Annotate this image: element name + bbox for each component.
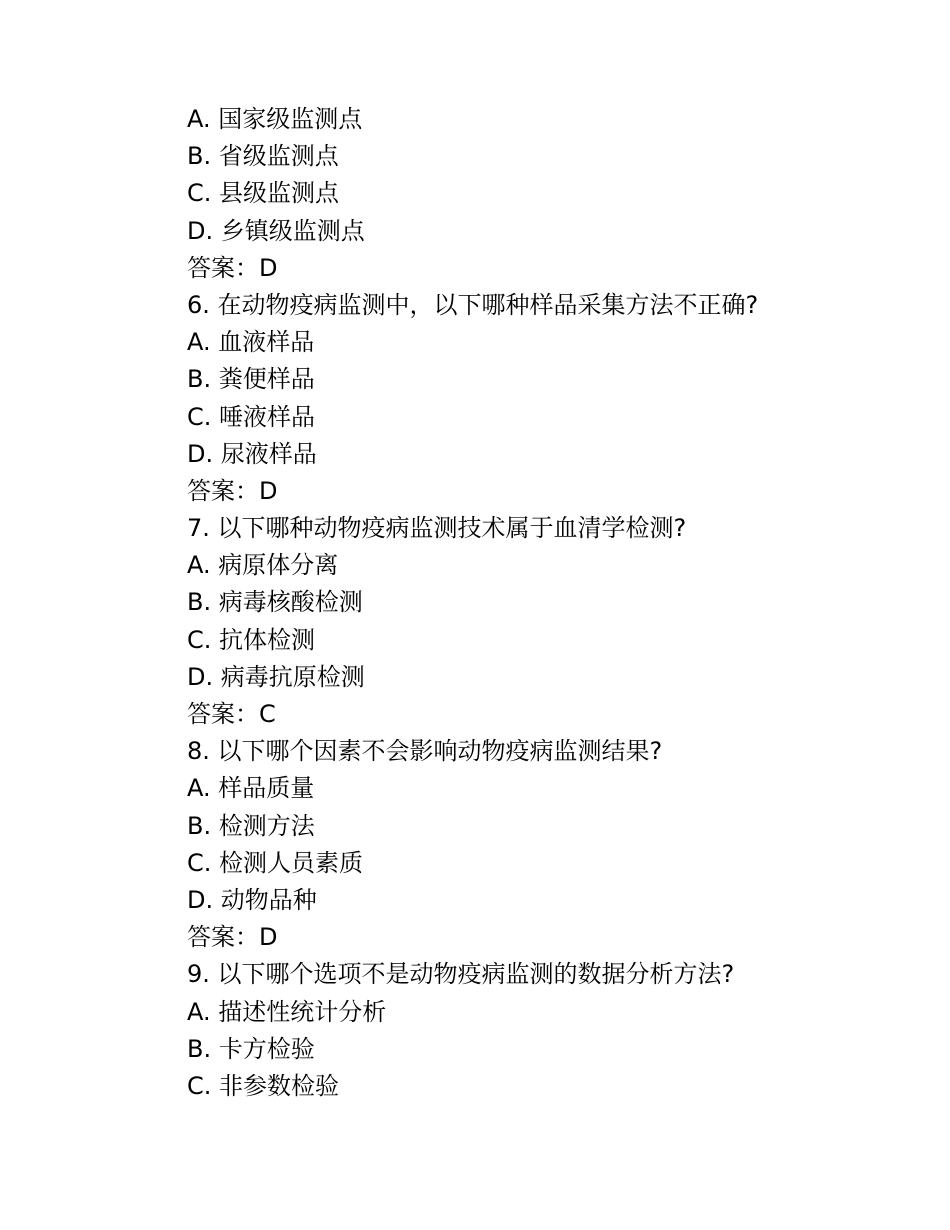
- option-c-line: C. 抗体检测: [187, 625, 316, 654]
- question-8: 8. 以下哪个因素不会影响动物疫病监测结果?: [187, 737, 663, 766]
- question-9: 9. 以下哪个选项不是动物疫病监测的数据分析方法?: [187, 960, 735, 989]
- option-a-line: A. 病原体分离: [187, 551, 339, 580]
- option-d-line: D. 乡镇级监测点: [187, 216, 365, 245]
- option-a-line: A. 描述性统计分析: [187, 997, 387, 1026]
- option-c-line: C. 检测人员素质: [187, 848, 364, 877]
- answer-line: 答案：D: [187, 253, 278, 282]
- option-d-line: D. 病毒抗原检测: [187, 662, 365, 691]
- answer-line: 答案：D: [187, 476, 278, 505]
- option-b-line: B. 省级监测点: [187, 142, 339, 171]
- question-list: [187, 101, 887, 1105]
- option-d-line: D. 动物品种: [187, 885, 317, 914]
- option-c-line: C. 非参数检验: [187, 1071, 340, 1100]
- option-b-line: B. 粪便样品: [187, 365, 315, 394]
- option-b-line: B. 病毒核酸检测: [187, 588, 363, 617]
- option-b-line: B. 检测方法: [187, 811, 315, 840]
- option-c-line: C. 县级监测点: [187, 179, 340, 208]
- option-a-line: A. 国家级监测点: [187, 105, 363, 133]
- option-a-line: A. 血液样品: [187, 328, 315, 357]
- question-7: 7. 以下哪种动物疫病监测技术属于血清学检测?: [187, 514, 687, 543]
- option-a-line: A. 样品质量: [187, 774, 315, 803]
- answer-line: 答案：C: [187, 700, 276, 728]
- question-6: 6. 在动物疫病监测中，以下哪种样品采集方法不正确?: [187, 290, 759, 319]
- option-b-line: B. 卡方检验: [187, 1034, 315, 1063]
- option-c-line: C. 唾液样品: [187, 402, 316, 431]
- answer-line: 答案：D: [187, 923, 278, 952]
- option-d-line: D. 尿液样品: [187, 439, 317, 468]
